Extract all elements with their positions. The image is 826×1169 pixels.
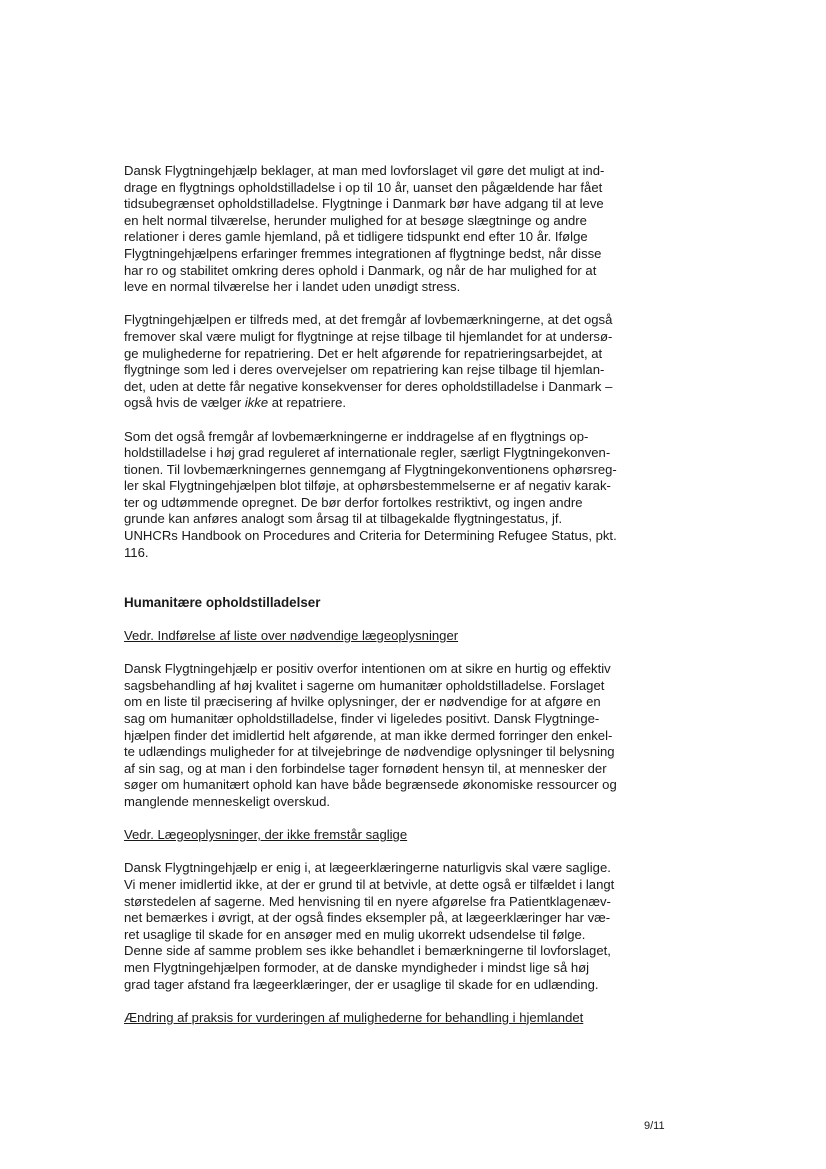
text-line: men Flygtningehjælpen formoder, at de danske myndigheder i mindst lige så høj [124, 959, 590, 975]
subsection-title-2: Vedr. Lægeoplysninger, der ikke fremstår saglige [124, 827, 408, 843]
text-line: ter og udtømmende opregnet. De bør derfor fortolkes restriktivt, og ingen andre [124, 494, 583, 510]
section-heading: Humanitære opholdstilladelser [124, 594, 321, 610]
text-line: net bemærkes i øvrigt, at der også findes eksempler på, at lægeerklæringer har væ- [124, 910, 611, 926]
emphasis-text: ikke [244, 395, 269, 411]
text-line: 116. [124, 544, 149, 560]
text-line: holdstilladelse i høj grad reguleret af internationale regler, særligt Flygtningekonven- [124, 445, 611, 461]
text-line: relationer i deres gamle hjemland, på et tidligere tidspunkt end efter 10 år. Ifølge [124, 229, 588, 245]
text-line: Vi mener imidlertid ikke, at der er grund til at betvivle, at dette også er tilfældet i langt [124, 876, 615, 892]
text-line: har ro og stabilitet omkring deres ophold i Danmark, og når de har mulighed for at [124, 262, 597, 278]
text-line: en helt normal tilværelse, herunder mulighed for at besøge slægtninge og andre [124, 212, 587, 228]
text-line: leve en normal tilværelse her i landet uden unødigt stress. [124, 279, 461, 295]
text-line [124, 395, 664, 412]
paragraph-4 [124, 661, 664, 810]
subsection-title-1: Vedr. Indførelse af liste over nødvendige lægeoplysninger [124, 628, 459, 644]
paragraph-2 [124, 312, 664, 412]
text-line: grunde kan anføres analogt som årsag til at tilbagekalde flygtningestatus, jf. [124, 511, 563, 527]
text-line: tionen. Til lovbemærkningernes gennemgang af Flygtningekonventionens ophørsreg- [124, 461, 617, 477]
text-line: tidsubegrænset opholdstilladelse. Flygtninge i Danmark bør have adgang til at leve [124, 196, 604, 212]
text-line: ret usaglige til skade for en ansøger med en mulig ukorrekt udsendelse til følge. [124, 926, 586, 942]
paragraph-3 [124, 429, 664, 562]
text-fragment: at repatriere. [268, 395, 346, 411]
text-line: Som det også fremgår af lovbemærkningerne er inddragelse af en flygtnings op- [124, 428, 589, 444]
page-number: 9/11 [644, 1120, 665, 1132]
text-line: ler skal Flygtningehjælpen blot tilføje, at ophørsbestemmelserne er af negativ karak- [124, 478, 611, 494]
text-line: sagsbehandling af høj kvalitet i sagerne om humanitær opholdstilladelse. Forslaget [124, 677, 605, 693]
paragraph-5 [124, 860, 664, 993]
text-line: UNHCRs Handbook on Procedures and Criteria for Determining Refugee Status, pkt. [124, 528, 617, 544]
text-line: Dansk Flygtningehjælp beklager, at man med lovforslaget vil gøre det muligt at ind- [124, 163, 605, 178]
text-line: Flygtningehjælpens erfaringer fremmes integrationen af flygtninge bedst, når disse [124, 245, 602, 261]
text-line: det, uden at dette får negative konsekvenser for deres opholdstilladelse i Danmark – [124, 378, 613, 394]
text-line: Dansk Flygtningehjælp er positiv overfor intentionen om at sikre en hurtig og effektiv [124, 661, 611, 677]
text-line: størstedelen af sagerne. Med henvisning til en nyere afgørelse fra Patientklagenæv- [124, 893, 611, 909]
text-line: Denne side af samme problem ses ikke behandlet i bemærkningerne til lovforslaget, [124, 943, 611, 959]
text-line: fremover skal være muligt for flygtninge at rejse tilbage til hjemlandet for at undersø- [124, 328, 613, 344]
text-line: te udlændings muligheder for at tilvejebringe de nødvendige oplysninger til belysning [124, 744, 615, 760]
text-line: Flygtningehjælpen er tilfreds med, at det fremgår af lovbemærkningerne, at det også [124, 312, 613, 328]
text-line: af sin sag, og at man i den forbindelse tager fornødent hensyn til, at mennesker der [124, 760, 607, 776]
text-line: Dansk Flygtningehjælp er enig i, at lægeerklæringerne naturligvis skal være saglige. [124, 860, 611, 876]
subsection-title-3: Ændring af praksis for vurderingen af mulighederne for behandling i hjemlandet [124, 1009, 584, 1025]
text-line: ge mulighederne for repatriering. Det er helt afgørende for repatrieringsarbejdet, at [124, 345, 603, 361]
document-body [124, 163, 664, 1026]
text-line: manglende menneskeligt overskud. [124, 793, 330, 809]
text-line: hjælpen finder det imidlertid helt afgørende, at man ikke dermed forringer den enkel- [124, 727, 613, 743]
text-line: sag om humanitær opholdstilladelse, finder vi ligeledes positivt. Dansk Flygtninge- [124, 711, 600, 726]
text-line: om en liste til præcisering af hvilke oplysninger, der er nødvendige for at afgøre en [124, 694, 601, 710]
text-line: drage en flygtnings opholdstilladelse i op til 10 år, uanset den pågældende har fået [124, 179, 603, 195]
paragraph-1 [124, 163, 664, 296]
text-line: søger om humanitært ophold kan have både begrænsede økonomiske ressourcer og [124, 777, 617, 793]
text-line: grad tager afstand fra lægeerklæringer, der er usaglige til skade for en udlænding. [124, 976, 599, 992]
text-fragment: også hvis de vælger [124, 395, 245, 411]
text-line: flygtninge som led i deres overvejelser om repatriering kan rejse tilbage til hjemlan- [124, 362, 605, 378]
